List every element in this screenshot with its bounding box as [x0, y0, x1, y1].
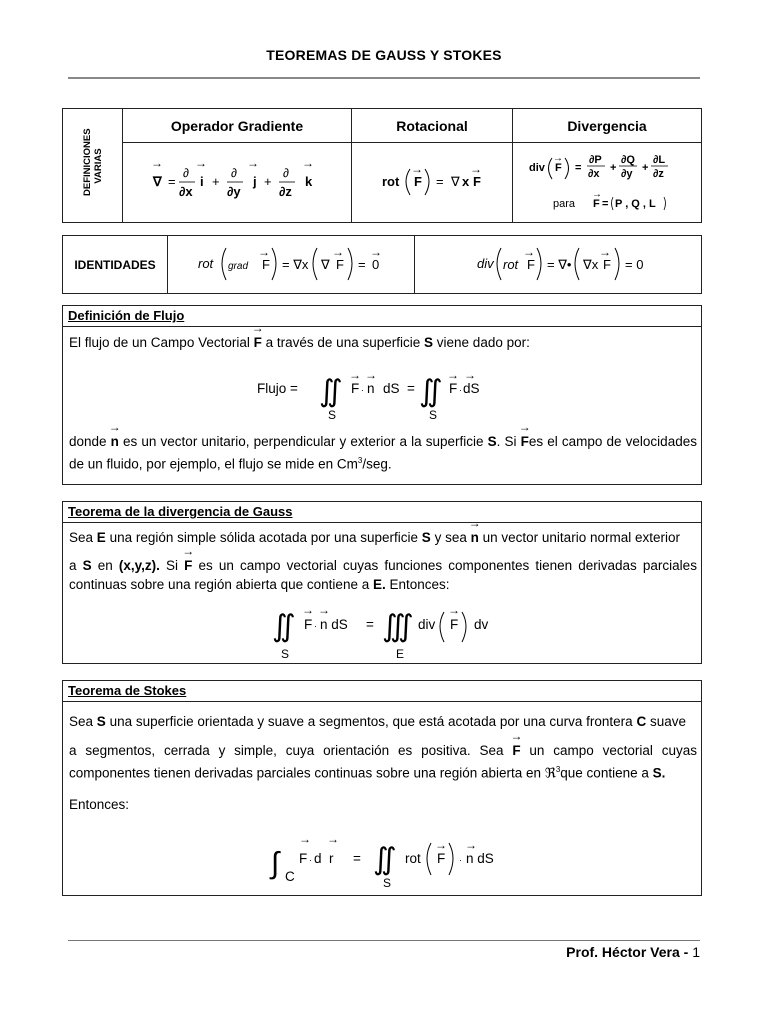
svg-text:∂z: ∂z [653, 168, 664, 180]
svg-text:=: = [407, 381, 415, 396]
svg-text:→: → [332, 245, 344, 259]
svg-text:C: C [285, 869, 295, 884]
definitions-row-label: DEFINICIONES VARIAS [63, 109, 123, 223]
svg-text:∇x: ∇x [583, 257, 599, 272]
svg-text:∂L: ∂L [653, 154, 666, 166]
svg-text:=: = [575, 162, 582, 174]
svg-text:→: → [435, 838, 447, 852]
svg-text:→: → [411, 162, 423, 176]
svg-text:∂: ∂ [183, 166, 189, 180]
svg-text:F: F [414, 174, 422, 189]
svg-text:n dS: n dS [466, 851, 494, 866]
svg-text:·: · [309, 855, 312, 865]
identity-div-rot [415, 236, 702, 294]
divergence-formula [513, 143, 702, 223]
svg-text:r: r [329, 851, 334, 866]
svg-text:∬: ∬ [272, 610, 296, 643]
svg-text:div: div [477, 256, 494, 271]
svg-text:→: → [365, 368, 377, 382]
svg-text:rot: rot [405, 851, 421, 866]
divergence-header: Divergencia [513, 109, 702, 143]
svg-text:dv: dv [474, 617, 489, 632]
svg-text:= ∇x: = ∇x [282, 257, 309, 272]
stokes-title: Teorema de Stokes [63, 681, 701, 702]
stokes-paragraph-2: a segmentos, cerrada y simple, cuya orientación es positiva. Sea → F un campo vectorial cuyas componentes tienen derivadas parciales continuas sobre una región abierta en ℜ$^3$que contiene a S. [69, 741, 697, 784]
svg-text:+: + [212, 174, 220, 189]
svg-text:k: k [305, 174, 313, 189]
svg-text:→: → [302, 156, 314, 170]
svg-text:grad: grad [228, 261, 249, 272]
svg-text:·: · [314, 621, 317, 631]
svg-text:F: F [336, 257, 344, 272]
svg-text:F: F [262, 257, 270, 272]
rotational-formula-graphic [352, 143, 512, 219]
svg-text:S: S [281, 647, 290, 661]
svg-text:F: F [603, 257, 611, 272]
svg-text:∂x: ∂x [179, 184, 193, 199]
svg-text:∭: ∭ [382, 610, 414, 643]
svg-text:F: F [450, 617, 459, 632]
svg-text:∂y: ∂y [621, 168, 633, 180]
identities-label: IDENTIDADES [63, 236, 168, 294]
svg-text:E: E [396, 647, 405, 661]
flux-description: donde → n es un vector unitario, perpendicular y exterior a la superficie S. Si → Fes el campo de velocidades de un fluido, por ejemplo, el flujo se mide en Cm$^3$/seg. [69, 432, 697, 474]
gauss-section [62, 501, 702, 664]
svg-text:S: S [429, 408, 438, 422]
rotational-header: Rotacional [352, 109, 513, 143]
svg-text:F: F [527, 257, 535, 272]
flux-formula [253, 361, 553, 423]
identities-table [62, 235, 702, 294]
gradient-header: Operador Gradiente [123, 109, 352, 143]
svg-text:div: div [418, 617, 436, 632]
svg-text:dS: dS [383, 381, 400, 396]
svg-text:→: → [447, 368, 459, 382]
gradient-formula [123, 143, 352, 223]
stokes-paragraph-1: Sea S una superficie orientada y suave a segmentos, que está acotada por una curva frontera C suave [69, 714, 686, 729]
svg-text:∇: ∇ [153, 174, 162, 189]
svg-text:→: → [327, 832, 339, 846]
svg-text:d: d [314, 851, 322, 866]
svg-text:+: + [642, 162, 649, 174]
svg-text:∬: ∬ [319, 375, 343, 408]
flux-title: Definición de Flujo [63, 306, 701, 327]
svg-text:∇: ∇ [451, 174, 460, 189]
identity-div-rot-graphic [415, 236, 701, 290]
flux-section [62, 305, 702, 485]
identity-rot-grad-graphic [168, 236, 414, 290]
svg-text:→: → [523, 245, 535, 259]
svg-text:F: F [304, 617, 313, 632]
gauss-paragraph-2: a S en (x,y,z). Si → F es un campo vectorial cuyas funciones componentes tienen derivadas parciales continuas sobre una región abierta que contiene a E. Entonces: [69, 556, 697, 594]
footer-author: Prof. Héctor Vera - [566, 944, 689, 960]
identity-rot-grad [168, 236, 415, 294]
svg-text:F: F [555, 162, 562, 174]
footer [566, 944, 700, 960]
svg-text:→: → [318, 603, 330, 617]
bottom-rule [68, 940, 700, 941]
svg-text:F: F [593, 198, 600, 210]
svg-text:→: → [195, 156, 207, 170]
stokes-paragraph-3: Entonces: [69, 797, 130, 812]
svg-text:=: = [358, 257, 366, 272]
svg-text:→: → [464, 368, 476, 382]
svg-text:rot: rot [382, 174, 400, 189]
svg-text:∂: ∂ [283, 166, 289, 180]
svg-text:∂x: ∂x [588, 168, 600, 180]
svg-text:→: → [258, 245, 270, 259]
svg-text:S: S [383, 876, 392, 890]
svg-text:= 0: = 0 [625, 257, 644, 272]
svg-text:·: · [361, 385, 364, 395]
svg-text:=: = [602, 198, 609, 210]
gauss-title: Teorema de la divergencia de Gauss [63, 502, 701, 523]
svg-text:→: → [247, 156, 259, 170]
svg-text:rot: rot [503, 257, 519, 272]
svg-text:→: → [349, 368, 361, 382]
svg-text:=: = [436, 174, 444, 189]
rotational-formula [352, 143, 513, 223]
svg-text:+: + [610, 162, 617, 174]
svg-text:+: + [264, 174, 272, 189]
svg-text:→: → [302, 603, 314, 617]
svg-text:→: → [151, 156, 163, 170]
stokes-formula [269, 829, 569, 891]
svg-text:∇: ∇ [321, 257, 330, 272]
svg-text:S: S [328, 408, 337, 422]
svg-text:n: n [367, 381, 375, 396]
page-number: 1 [692, 944, 700, 960]
svg-text:→: → [592, 189, 602, 200]
gauss-paragraph-1: Sea E una región simple sólida acotada por una superficie S y sea → n un vector unitario normal exterior [69, 528, 697, 547]
top-rule [68, 77, 700, 79]
svg-text:·: · [459, 385, 462, 395]
svg-text:F: F [473, 174, 481, 189]
stokes-section [62, 680, 702, 896]
svg-text:→: → [370, 245, 382, 259]
svg-text:Flujo =: Flujo = [257, 381, 298, 396]
svg-text:∂z: ∂z [279, 184, 292, 199]
svg-text:∂y: ∂y [227, 184, 241, 199]
divergence-formula-graphic [513, 143, 701, 219]
svg-text:·: · [459, 855, 462, 865]
gauss-formula [268, 600, 528, 662]
svg-text:= ∇•: = ∇• [547, 257, 572, 272]
svg-text:→: → [299, 832, 311, 846]
svg-text:→: → [599, 245, 611, 259]
definitions-table [62, 108, 702, 223]
svg-text:=: = [353, 851, 361, 866]
page-title: TEOREMAS DE GAUSS Y STOKES [266, 47, 502, 63]
svg-text:=: = [168, 174, 176, 189]
svg-text:rot: rot [198, 256, 214, 271]
svg-text:0: 0 [372, 257, 380, 272]
svg-text:→: → [470, 162, 482, 176]
svg-text:∂: ∂ [231, 166, 237, 180]
svg-text:=: = [366, 617, 374, 632]
svg-text:→: → [448, 603, 460, 617]
flux-intro: El flujo de un Campo Vectorial → F a través de una superficie S viene dado por: [69, 333, 697, 352]
svg-text:→: → [553, 153, 563, 164]
svg-text:F: F [437, 851, 446, 866]
svg-text:∬: ∬ [373, 843, 397, 876]
svg-text:j: j [253, 174, 257, 189]
svg-text:∫: ∫ [271, 847, 280, 880]
svg-text:→: → [465, 838, 477, 852]
svg-text:∂Q: ∂Q [621, 154, 635, 166]
svg-text:∬: ∬ [419, 375, 443, 408]
gradient-formula-graphic [123, 143, 351, 219]
svg-text:∂P: ∂P [589, 154, 602, 166]
svg-text:n dS: n dS [320, 617, 348, 632]
svg-text:div: div [529, 162, 545, 174]
svg-text:F: F [351, 381, 360, 396]
svg-text:x: x [462, 174, 470, 189]
svg-text:i: i [200, 174, 204, 189]
svg-text:F: F [299, 851, 308, 866]
svg-text:para: para [553, 198, 576, 210]
svg-text:F: F [449, 381, 458, 396]
svg-text:dS: dS [463, 381, 480, 396]
svg-text:P , Q , L: P , Q , L [615, 198, 656, 210]
